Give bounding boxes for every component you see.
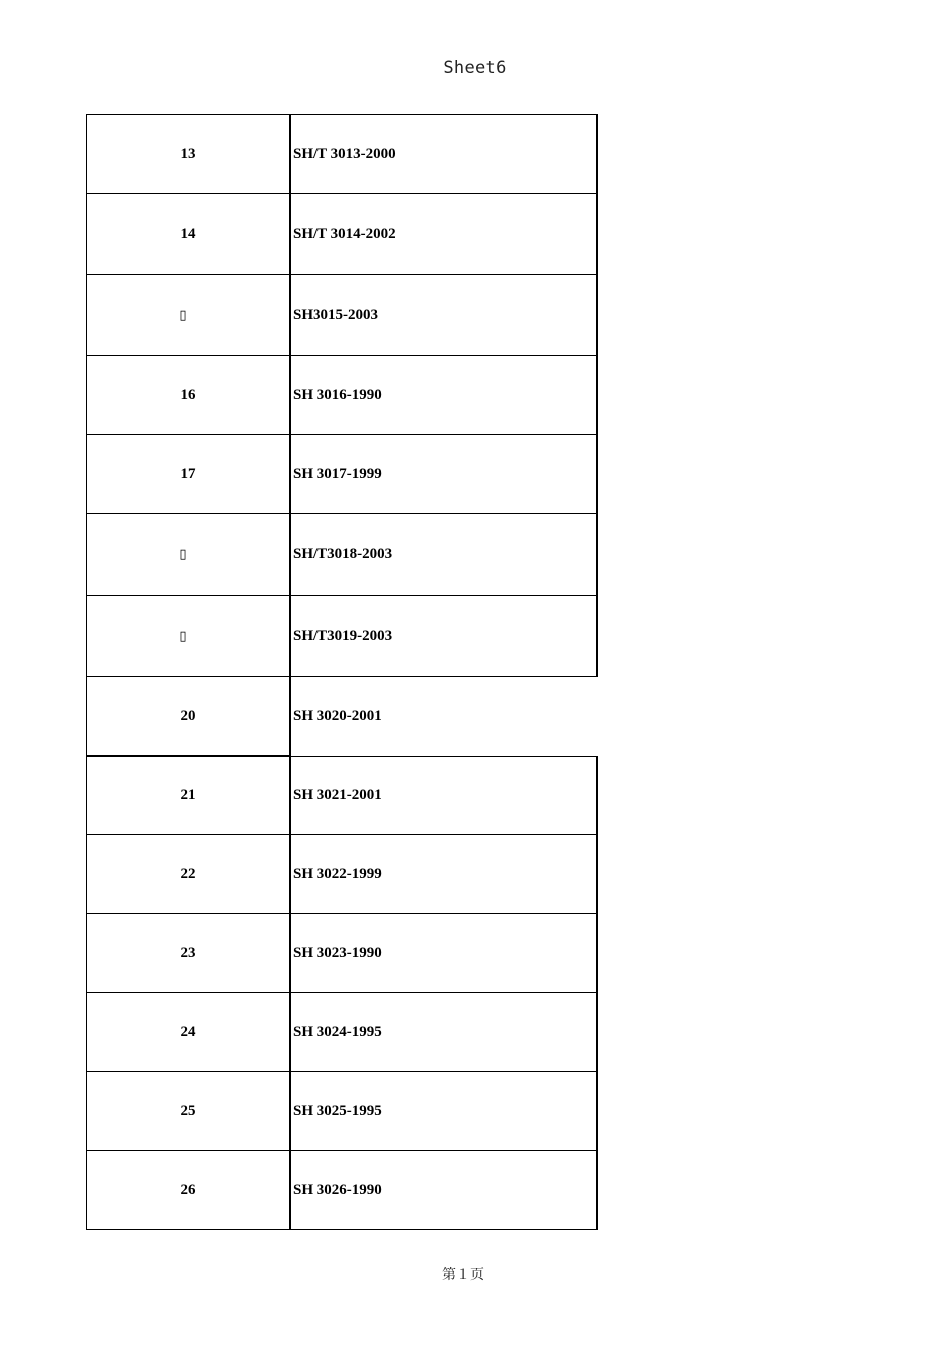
row-number: 21 — [86, 757, 291, 834]
page-footer: 第１页 — [442, 1267, 484, 1283]
table-row — [86, 356, 598, 435]
table-row — [86, 835, 598, 914]
standard-code: SH/T 3014-2002 — [291, 194, 598, 274]
row-number: 13 — [86, 115, 291, 193]
table-row — [86, 1151, 598, 1230]
standard-code: SH 3024-1995 — [291, 993, 598, 1071]
missing-glyph-icon: ▯ — [179, 628, 187, 644]
standard-code: SH 3016-1990 — [291, 356, 598, 434]
table-row — [86, 275, 598, 356]
row-number: 14 — [86, 194, 291, 274]
row-number: 25 — [86, 1072, 291, 1150]
table-row — [86, 677, 598, 756]
table-row — [86, 914, 598, 993]
standard-code: SH/T3018-2003 — [291, 514, 598, 595]
standard-code: SH 3025-1995 — [291, 1072, 598, 1150]
table-row — [86, 1072, 598, 1151]
row-number: 20 — [86, 677, 291, 756]
row-number: 23 — [86, 914, 291, 992]
missing-glyph-icon: ▯ — [179, 547, 187, 562]
table-row — [86, 194, 598, 275]
standard-code: SH 3021-2001 — [291, 757, 598, 834]
row-number: 24 — [86, 993, 291, 1071]
standard-code: SH 3023-1990 — [291, 914, 598, 992]
row-number: 22 — [86, 835, 291, 913]
row-number: 16 — [86, 356, 291, 434]
sheet-title: Sheet6 — [443, 58, 507, 78]
standard-code: SH 3017-1999 — [291, 435, 598, 513]
standard-code: SH/T3019-2003 — [291, 596, 598, 676]
table-row — [86, 993, 598, 1072]
table-row — [86, 114, 598, 194]
row-number: 26 — [86, 1151, 291, 1229]
standard-code: SH 3026-1990 — [291, 1151, 598, 1229]
standard-code: SH/T 3013-2000 — [291, 115, 598, 193]
row-number: 17 — [86, 435, 291, 513]
row-number — [86, 275, 291, 355]
table-row — [86, 514, 598, 596]
table-row — [86, 756, 598, 835]
standard-code: SH 3020-2001 — [293, 708, 382, 724]
table-row — [86, 596, 598, 677]
missing-glyph-icon: ▯ — [179, 307, 187, 323]
standard-code: SH3015-2003 — [291, 275, 598, 355]
table-row — [86, 435, 598, 514]
row-number — [86, 596, 291, 676]
standards-table — [86, 114, 598, 1230]
standard-code: SH 3022-1999 — [291, 835, 598, 913]
row-number — [86, 514, 291, 595]
